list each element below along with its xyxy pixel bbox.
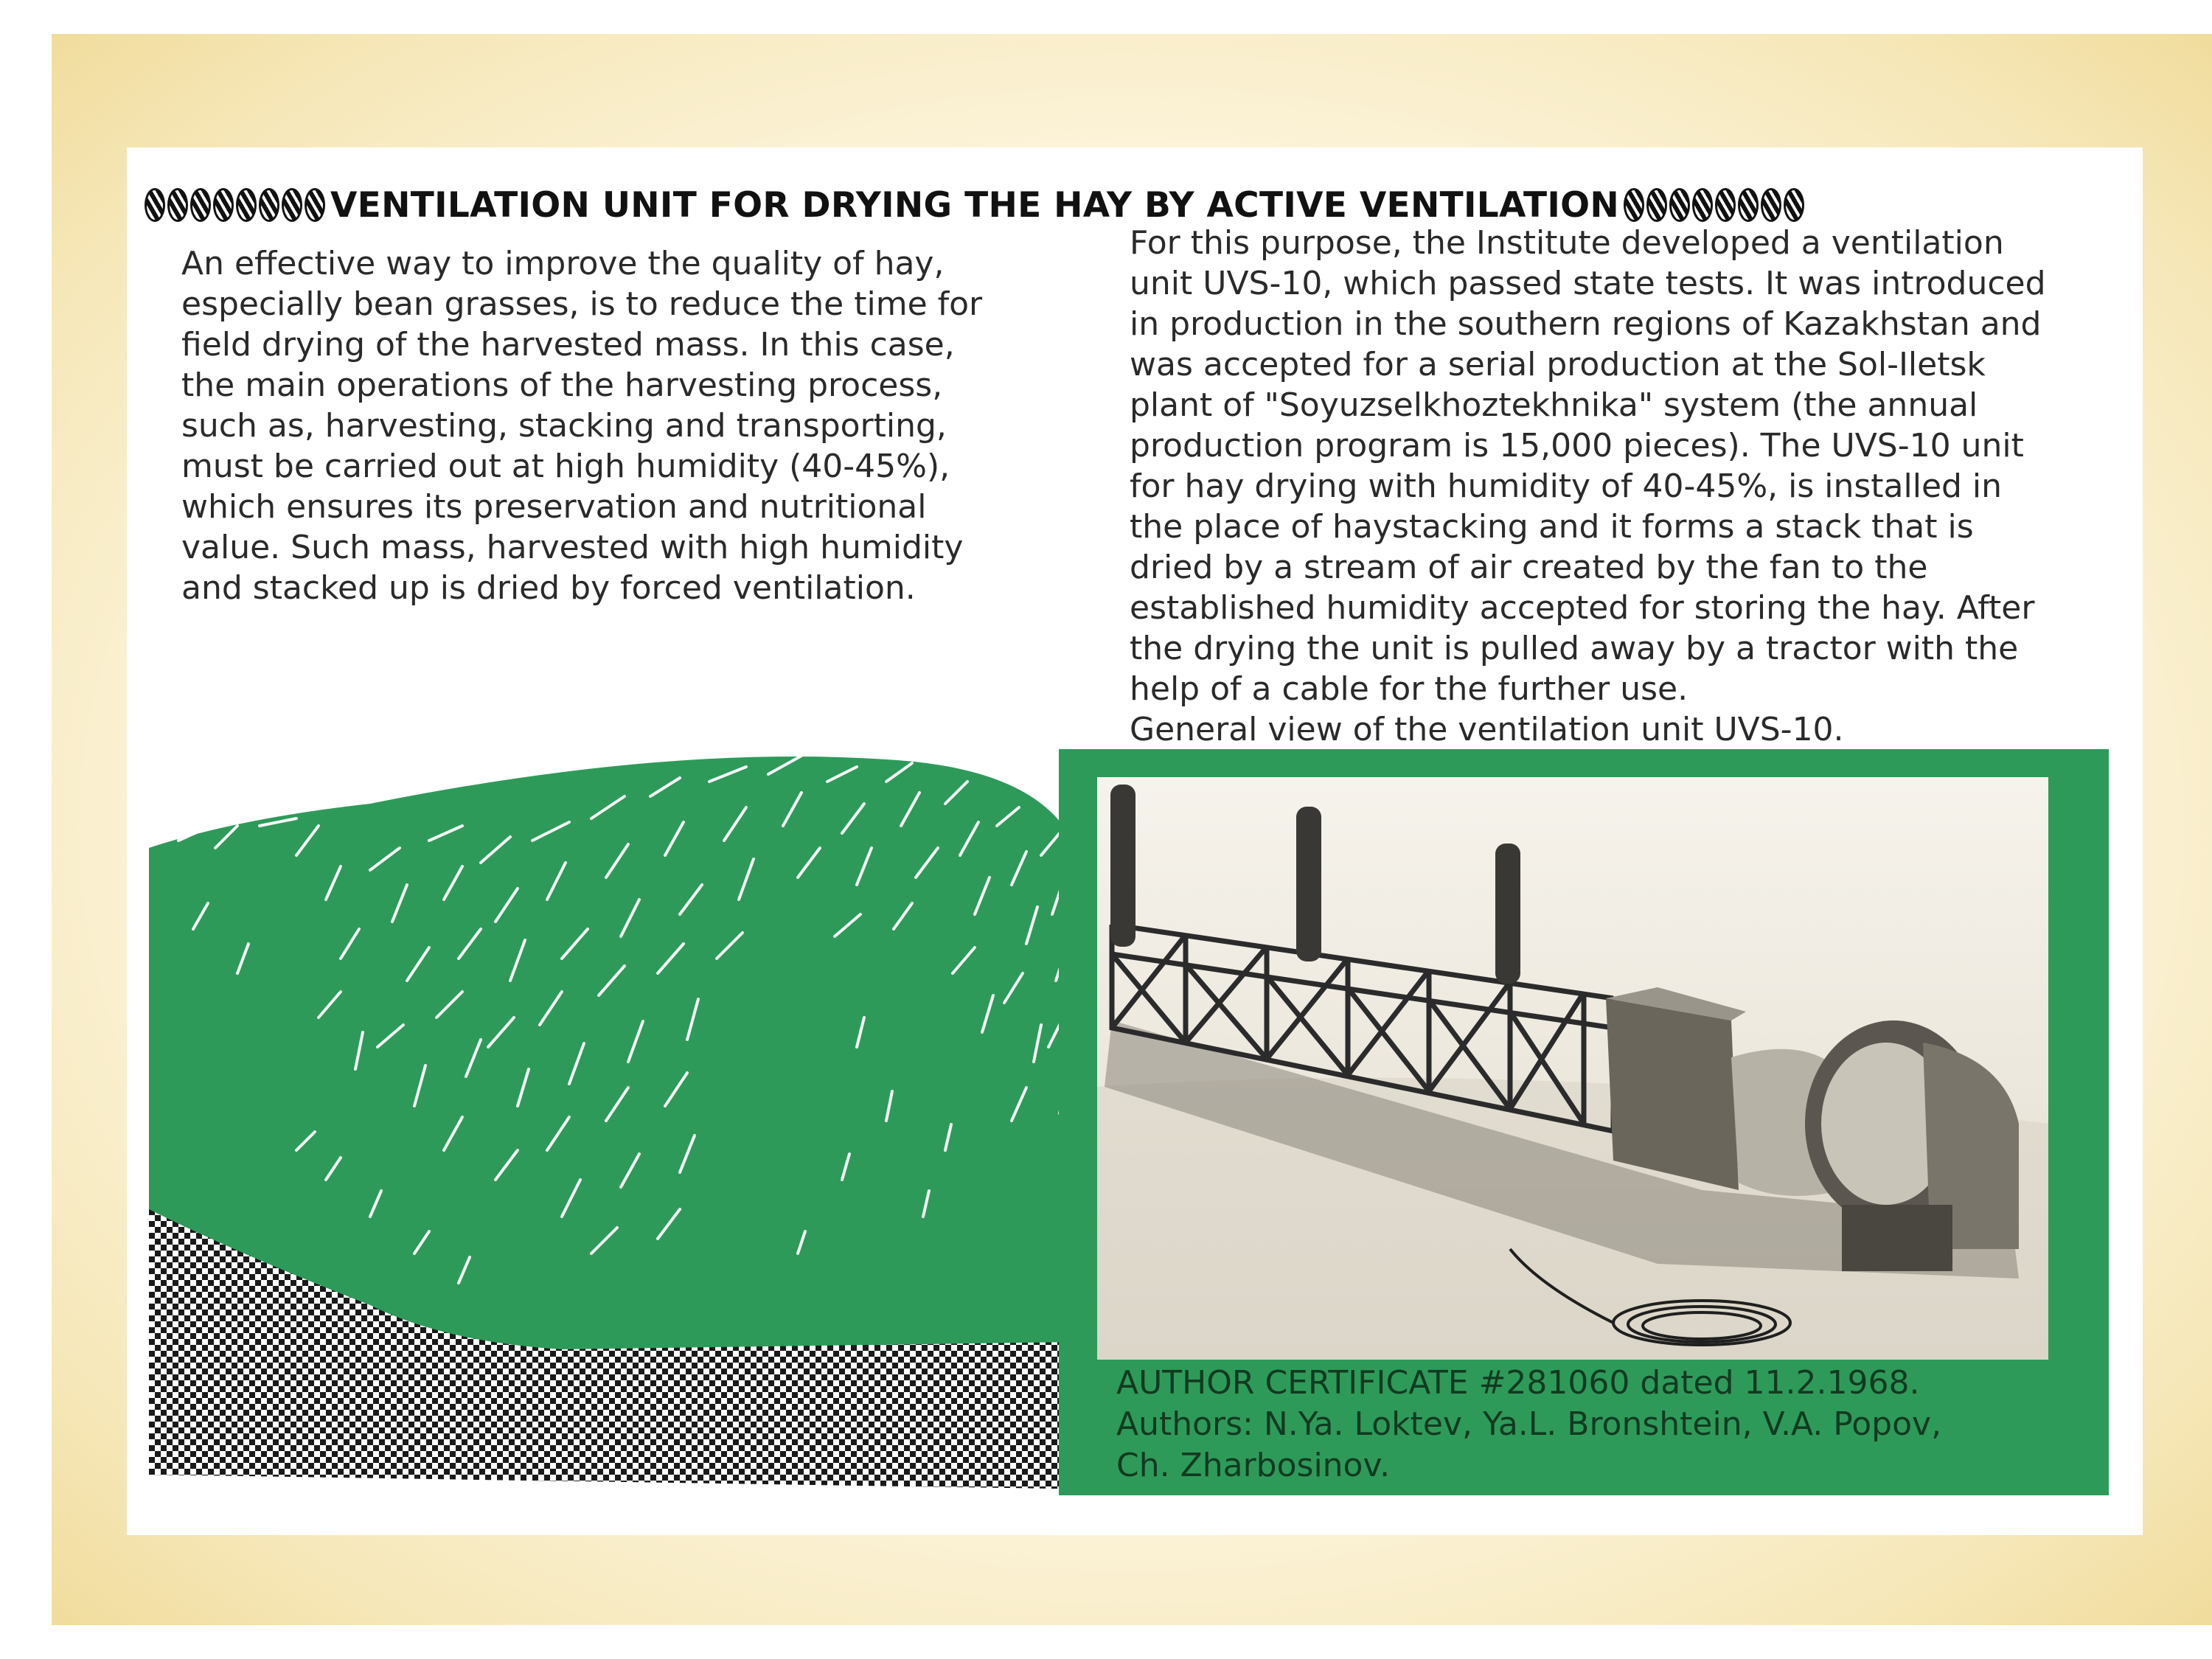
left-line: An effective way to improve the quality of hay, <box>181 245 945 282</box>
right-line: was accepted for a serial production at the Sol-Iletsk <box>1130 346 1986 383</box>
ornament-left-icon <box>145 188 326 222</box>
right-line: For this purpose, the Institute developed a ventilation <box>1130 224 2004 262</box>
authors-line: Authors: N.Ya. Loktev, Ya.L. Bronshtein, V.A. Popov, <box>1116 1405 1942 1443</box>
right-line: production program is 15,000 pieces). The UVS-10 unit <box>1130 427 2024 465</box>
author-certificate <box>1116 1363 2104 1486</box>
left-line: must be carried out at high humidity (40-45%), <box>181 448 950 485</box>
left-line: which ensures its preservation and nutritional <box>181 488 927 526</box>
left-line: the main operations of the harvesting process, <box>181 366 943 404</box>
certificate-line: AUTHOR CERTIFICATE #281060 dated 11.2.1968. <box>1116 1364 1920 1402</box>
right-line: plant of "Soyuzselkhoztekhnika" system (the annual <box>1130 386 1978 424</box>
right-paragraph <box>1130 223 2162 750</box>
photo-caption: General view of the ventilation unit UVS-10. <box>1130 711 1844 748</box>
ornament-right-icon <box>1624 188 1805 222</box>
left-line: especially bean grasses, is to reduce the time for <box>181 285 983 323</box>
right-line: help of a cable for the further use. <box>1130 670 1688 708</box>
right-line: for hay drying with humidity of 40-45%, is installed in <box>1130 467 2003 505</box>
left-line: field drying of the harvested mass. In this case, <box>181 326 955 364</box>
haystack-illustration <box>149 737 1100 1489</box>
left-line: and stacked up is dried by forced ventilation. <box>181 569 916 607</box>
right-line: in production in the southern regions of Kazakhstan and <box>1130 305 2042 343</box>
right-line: the place of haystacking and it forms a stack that is <box>1130 508 1974 546</box>
ventilation-unit-photo <box>1097 777 2048 1360</box>
right-line: dried by a stream of air created by the fan to the <box>1130 549 1928 586</box>
page-title: VENTILATION UNIT FOR DRYING THE HAY BY ACTIVE VENTILATION <box>330 184 1620 226</box>
right-line: unit UVS-10, which passed state tests. It was introduced <box>1130 265 2046 302</box>
left-line: value. Such mass, harvested with high humidity <box>181 529 964 566</box>
authors-line: Ch. Zharbosinov. <box>1116 1447 1391 1484</box>
right-line: the drying the unit is pulled away by a tractor with the <box>1130 630 2019 667</box>
left-paragraph <box>181 243 1096 608</box>
left-line: such as, harvesting, stacking and transporting, <box>181 407 947 445</box>
right-line: established humidity accepted for storing the hay. After <box>1130 589 2035 627</box>
